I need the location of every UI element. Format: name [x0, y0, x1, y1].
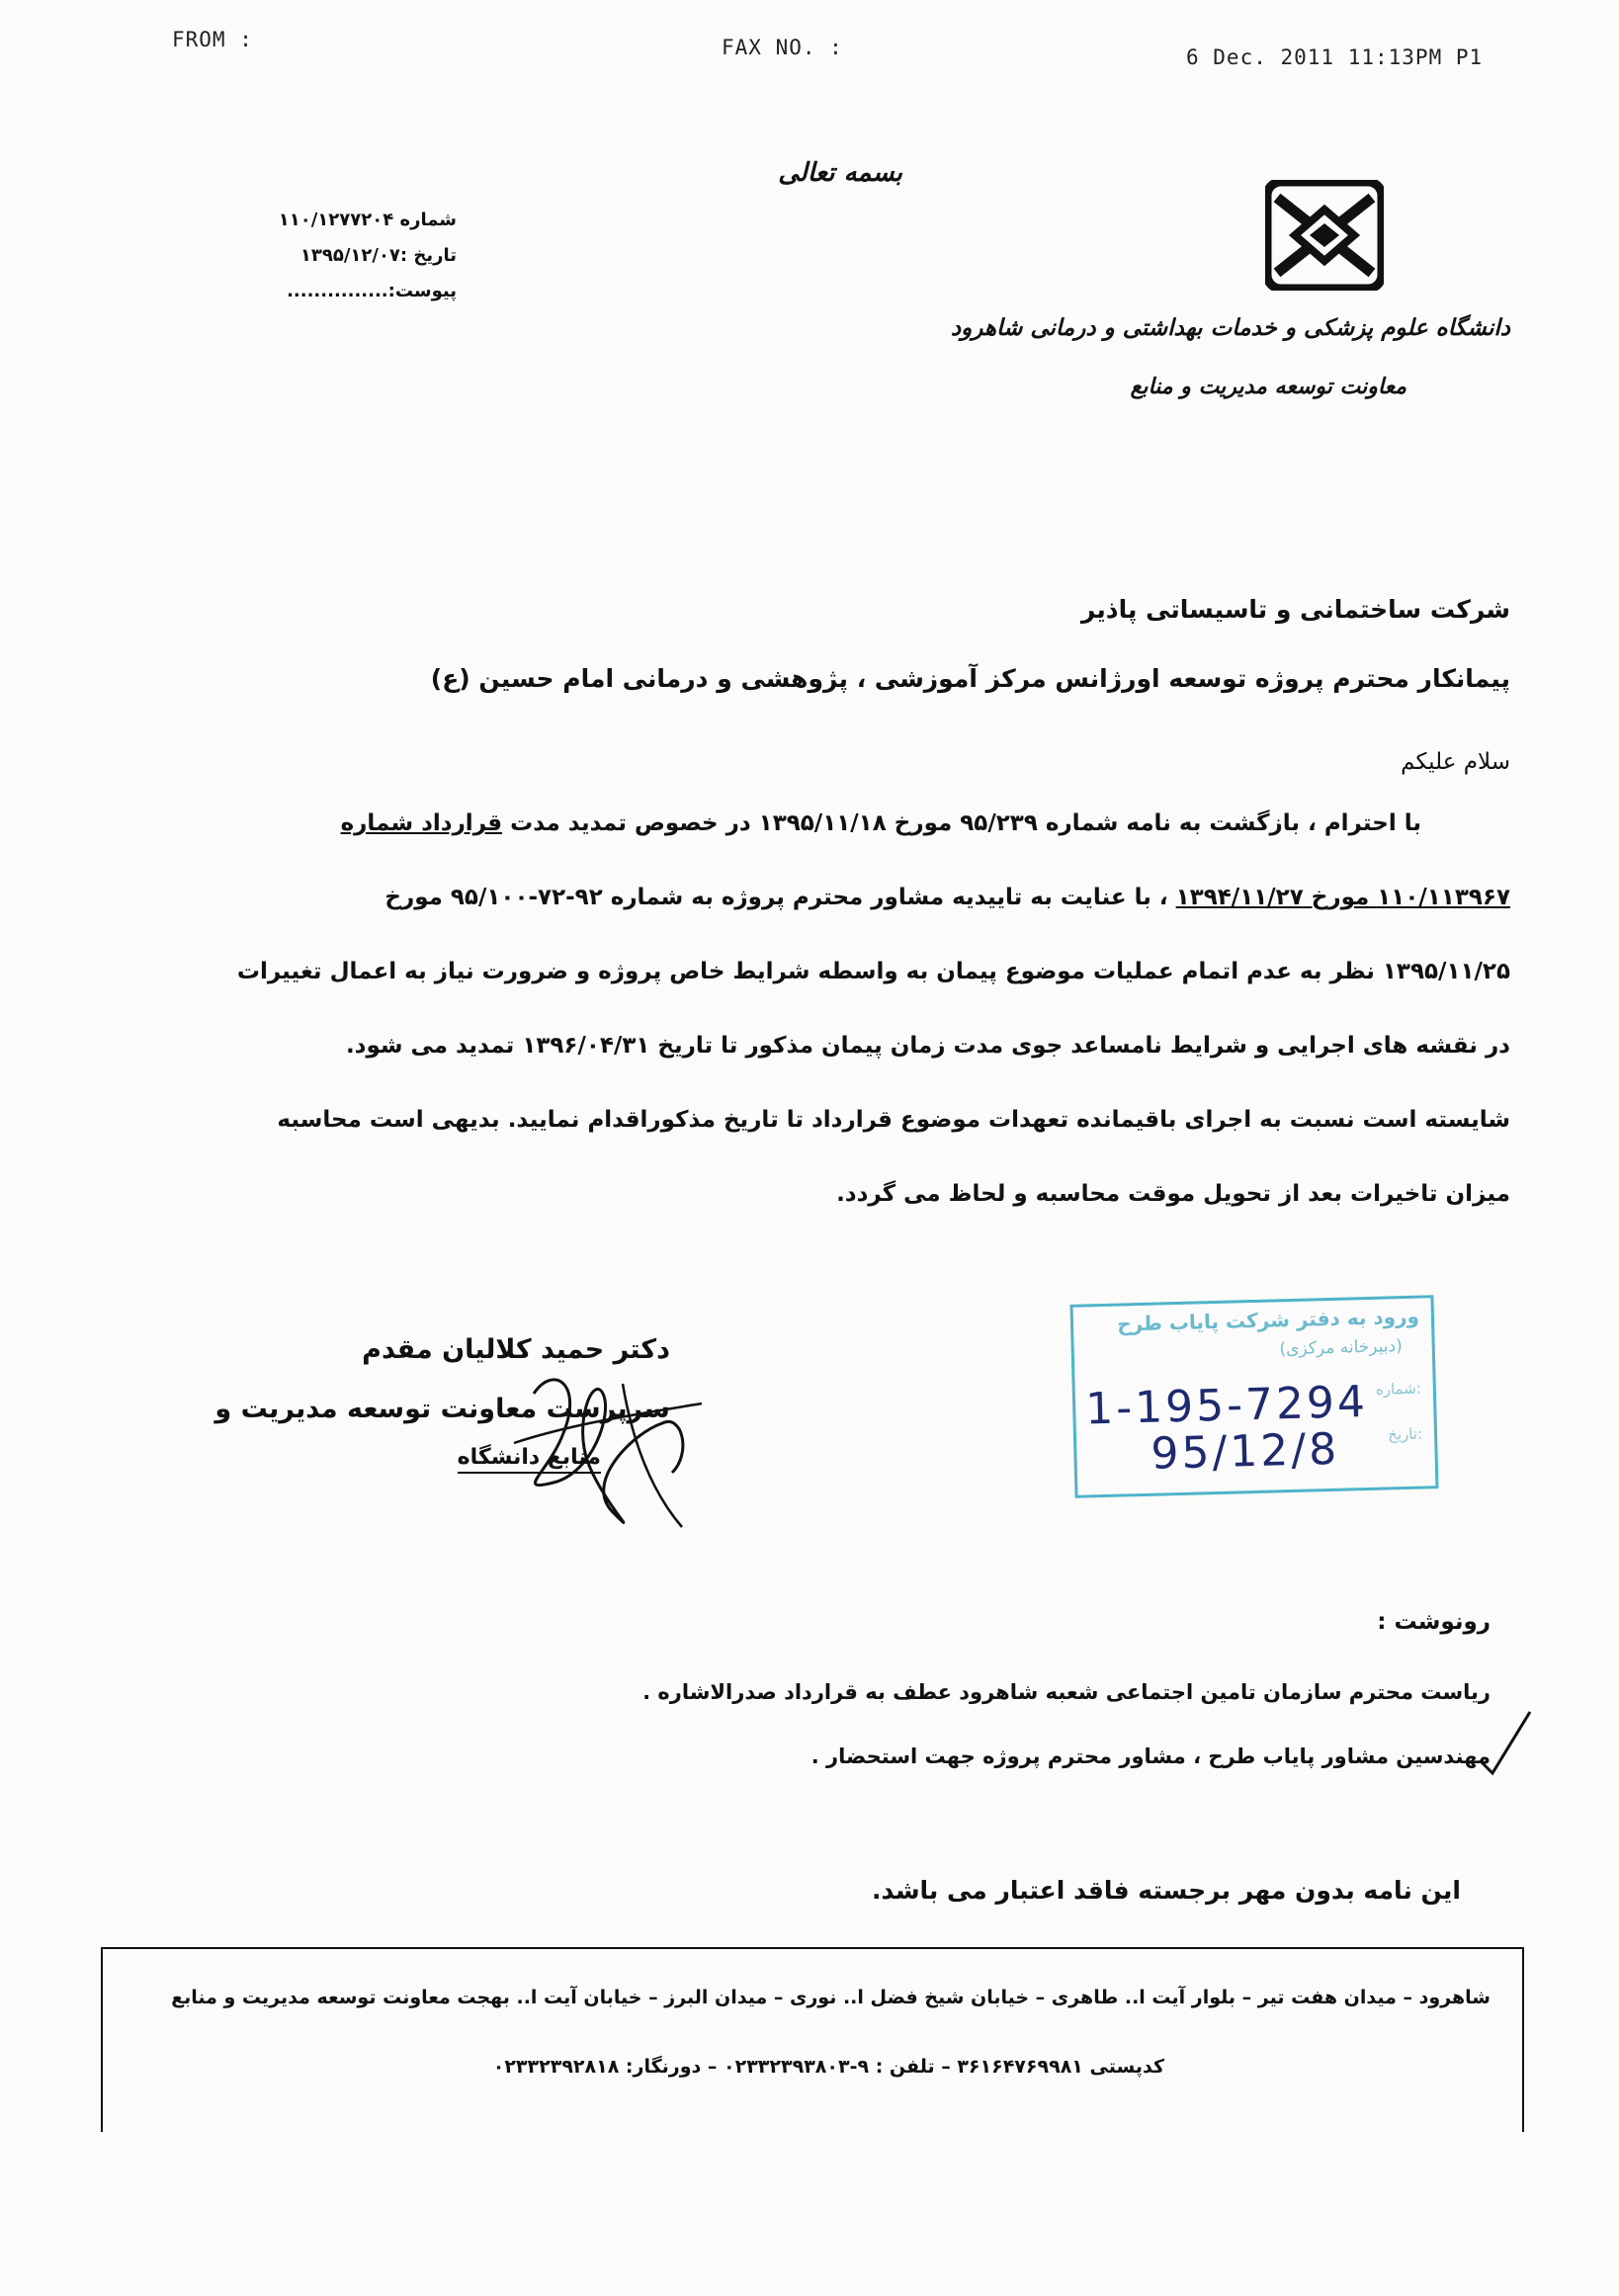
- stamp-line-2: (دبیرخانه مرکزی): [1279, 1336, 1403, 1360]
- body-line-4: در نقشه های اجرایی و شرایط نامساعد جوی مدت زمان پیمان مذکور تا تاریخ ۱۳۹۶/۰۴/۳۱ تمدید می شود.: [345, 1033, 1510, 1059]
- cc-item-2: مهندسین مشاور پایاب طرح ، مشاور محترم پروژه جهت استحضار .: [810, 1744, 1491, 1768]
- department-name: معاونت توسعه مدیریت و منابع: [1130, 374, 1406, 399]
- body-line-1-text: با احترام ، بازگشت به نامه شماره ۹۵/۲۳۹ مورخ ۱۳۹۵/۱۱/۱۸ در خصوص تمدید مدت: [510, 810, 1421, 836]
- stamp-date: 95/12/8: [1150, 1423, 1340, 1480]
- signatory-title-1: سرپرست معاونت توسعه مدیریت و: [214, 1394, 670, 1424]
- fax-from: FROM :: [172, 28, 253, 51]
- university-logo-icon: [1265, 180, 1384, 291]
- letter-attachment: پیوست:...............: [287, 281, 457, 301]
- contract-number-label: قرارداد شماره: [340, 810, 503, 836]
- footer-address: شاهرود – میدان هفت تیر – بلوار آیت ا.. طاهری – خیابان شیخ فضل ا.. نوری – میدان البرز – خیابان آیت ا.. بهجت معاونت توسعه مدیریت و منابع: [171, 1987, 1491, 2008]
- footer-box: [101, 1947, 1524, 2132]
- stamp-number-label: شماره:: [1375, 1379, 1422, 1399]
- footer-contact: کدپستی ۳۶۱۶۴۷۶۹۹۸۱ – تلفن : ۹-۰۲۳۳۲۳۹۳۸۰۳ – دورنگار: ۰۲۳۳۲۳۹۲۸۱۸: [492, 2056, 1164, 2078]
- receipt-stamp: [1069, 1295, 1438, 1498]
- body-line-2: [384, 885, 1510, 910]
- validity-note: این نامه بدون مهر برجسته فاقد اعتبار می باشد.: [872, 1876, 1461, 1905]
- body-line-1: [341, 810, 1421, 836]
- body-line-5: شایسته است نسبت به اجرای باقیمانده تعهدات موضوع قرارداد تا تاریخ مذکوراقدام نمایید. بدیهی است محاسبه: [277, 1107, 1510, 1133]
- contract-number-date: ۱۱۰/۱۱۳۹۶۷ مورخ ۱۳۹۴/۱۱/۲۷: [1175, 885, 1510, 910]
- checkmark-icon: [1475, 1708, 1534, 1777]
- body-line-6: میزان تاخیرات بعد از تحویل موقت محاسبه و لحاظ می گردد.: [836, 1181, 1510, 1207]
- reference-block: [259, 203, 457, 309]
- cc-label: رونوشت :: [1377, 1609, 1491, 1635]
- signatory-title-2: منابع دانشگاه: [458, 1445, 601, 1474]
- cc-checkmark: [1475, 1708, 1534, 1777]
- signatory-name: دکتر حمید کلالیان مقدم: [362, 1334, 670, 1365]
- fax-date: 6 Dec. 2011 11:13PM P1: [1186, 45, 1484, 69]
- university-name: دانشگاه علوم پزشکی و خدمات بهداشتی و درمانی شاهرود: [950, 314, 1510, 341]
- letter-date: تاریخ :۱۳۹۵/۱۲/۰۷: [299, 245, 457, 266]
- letter-number: شماره ۱۱۰/۱۲۷۷۲۰۴: [278, 210, 457, 230]
- greeting: سلام علیکم: [1401, 749, 1510, 775]
- handwritten-signature: [494, 1354, 722, 1552]
- invocation: بسمه تعالی: [778, 158, 902, 188]
- signature-icon: [494, 1354, 722, 1552]
- body-line-3: ۱۳۹۵/۱۱/۲۵ نظر به عدم اتمام عملیات موضوع پیمان به واسطه شرایط خاص پروژه و ضرورت نیاز به اعمال تغییرات: [236, 959, 1510, 984]
- fax-number: FAX NO. :: [722, 36, 843, 59]
- stamp-number: 1-195-7294: [1084, 1377, 1369, 1435]
- university-logo: [1265, 180, 1384, 291]
- stamp-line-1: ورود به دفتر شرکت پایاب طرح: [1116, 1304, 1420, 1336]
- body-line-2-text: ، با عنایت به تاییدیه مشاور محترم پروژه به شماره ۹۲-۷۲-۹۵/۱۰۰ مورخ: [384, 885, 1168, 910]
- recipient-company: شرکت ساختمانی و تاسیساتی پاذیر: [1080, 595, 1510, 624]
- stamp-date-label: تاریخ:: [1387, 1424, 1423, 1444]
- recipient-title: پیمانکار محترم پروژه توسعه اورژانس مرکز آموزشی ، پژوهشی و درمانی امام حسین (ع): [430, 664, 1510, 693]
- cc-item-1: ریاست محترم سازمان تامین اجتماعی شعبه شاهرود عطف به قرارداد صدرالاشاره .: [642, 1680, 1491, 1704]
